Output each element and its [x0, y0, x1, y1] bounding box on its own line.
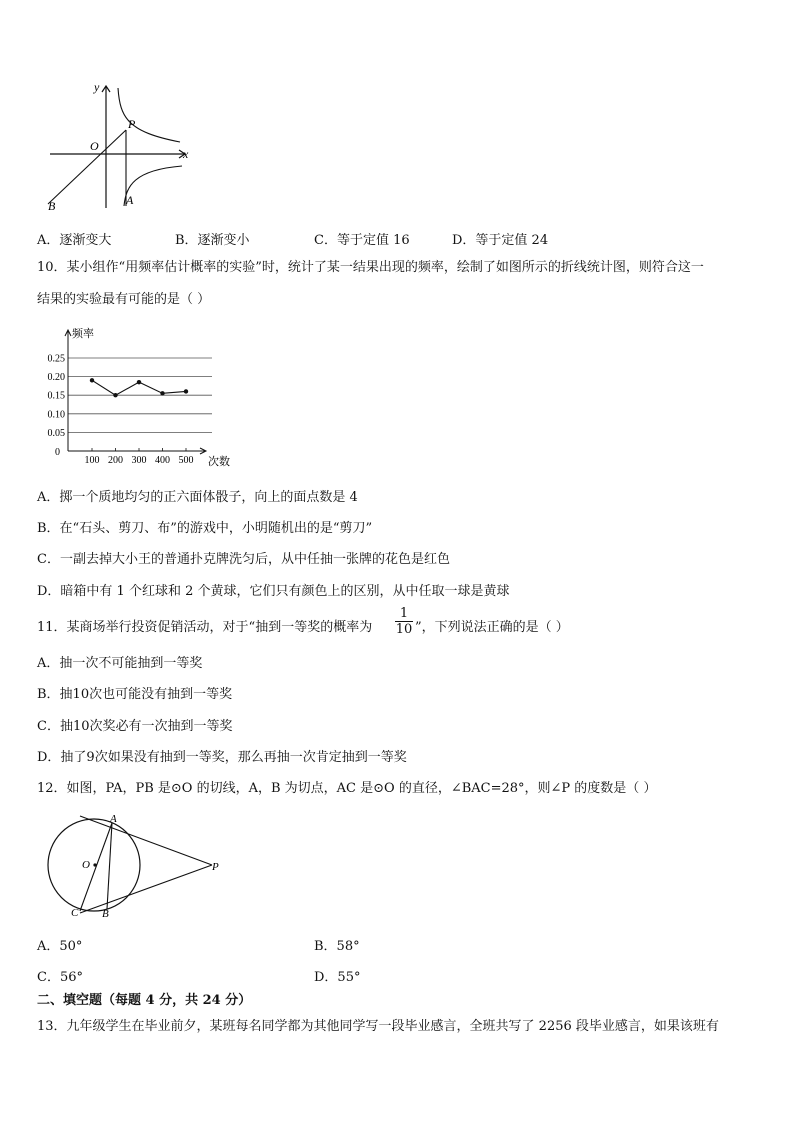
section-title-fill-blank: 二、填空题（每题 4 分，共 24 分）	[37, 993, 252, 1008]
hyperbola-figure	[40, 78, 200, 213]
chart-y-tick-label: 0.20	[47, 372, 65, 384]
chart-data-point	[137, 380, 141, 384]
q11-option-d: D．抽了9次如果没有抽到一等奖，那么再抽一次肯定抽到一等奖	[37, 750, 407, 765]
chart-data-point	[160, 391, 164, 395]
q9-option-d: D．等于定值 24	[452, 233, 549, 248]
chart-x-tick-label: 200	[108, 455, 123, 466]
label-A: A	[110, 813, 117, 825]
chart-data-point	[90, 378, 94, 382]
chart-y-tick-label: 0.15	[47, 390, 65, 402]
q12-stem: 12．如图，PA，PB 是⊙O 的切线，A，B 为切点，AC 是⊙O 的直径，∠BAC=28°，则∠P 的度数是（ ）	[37, 781, 657, 796]
label-A: A	[126, 193, 134, 207]
label-O: O	[82, 859, 90, 871]
q10-option-c: C．一副去掉大小王的普通扑克牌洗匀后，从中任抽一张牌的花色是红色	[37, 552, 450, 567]
center-dot	[93, 863, 96, 866]
q11-fraction-numerator: 1	[399, 606, 409, 621]
label-P: P	[212, 861, 219, 873]
chart-x-tick-label: 500	[178, 455, 194, 466]
q13-stem-line1: 13．九年级学生在毕业前夕，某班每名同学都为其他同学写一段毕业感言，全班共写了 2256 段毕业感言，如果该班有	[37, 1019, 719, 1034]
q10-option-d: D．暗箱中有 1 个红球和 2 个黄球，它们只有颜色上的区别，从中任取一球是黄球	[37, 584, 510, 599]
chart-x-label: 次数	[208, 456, 230, 468]
tangent-circle-figure	[44, 810, 234, 922]
q12-option-c: C．56°	[37, 970, 83, 985]
chart-y-tick-label: 0.25	[47, 353, 65, 365]
q11-option-b: B．抽10次也可能没有抽到一等奖	[37, 687, 233, 702]
frequency-line-chart	[36, 323, 246, 473]
label-P: P	[128, 117, 136, 131]
q12-option-d: D．55°	[314, 970, 361, 985]
line-BP	[48, 130, 126, 204]
q11-stem-before: 11．某商场举行投资促销活动，对于“抽到一等奖的概率为	[37, 620, 373, 635]
q12-option-b: B．58°	[314, 939, 360, 954]
chart-x-tick-label: 300	[131, 455, 147, 466]
q11-fraction	[395, 606, 413, 637]
q9-option-c: C．等于定值 16	[314, 233, 410, 248]
hyperbola-branch-1	[118, 88, 180, 142]
label-y: y	[94, 80, 100, 94]
label-B: B	[102, 908, 109, 920]
q11-fraction-denominator: 10	[395, 622, 413, 637]
q10-option-b: B．在“石头、剪刀、布”的游戏中，小明随机出的是“剪刀”	[37, 521, 373, 536]
q9-option-b: B．逐渐变小	[175, 233, 250, 248]
tangent-PB	[80, 865, 212, 913]
label-C: C	[71, 907, 79, 919]
q11-stem-after: ”，下列说法正确的是（ ）	[415, 620, 569, 635]
q10-stem-line1: 10．某小组作“用频率估计概率的实验”时，统计了某一结果出现的频率，绘制了如图所示的折线统计图，则符合这一	[37, 260, 704, 275]
q10-stem-line2: 结果的实验最有可能的是（ ）	[37, 292, 211, 307]
chart-data-point	[113, 393, 117, 397]
label-x: x	[183, 147, 189, 161]
q11-option-c: C．抽10次奖必有一次抽到一等奖	[37, 719, 233, 734]
chart-data-point	[184, 389, 188, 393]
q10-option-a: A．掷一个质地均匀的正六面体骰子，向上的面点数是 4	[37, 490, 358, 505]
q12-option-a: A．50°	[37, 939, 83, 954]
q11-option-a: A．抽一次不可能抽到一等奖	[37, 656, 203, 671]
q9-option-a: A．逐渐变大	[37, 233, 112, 248]
chart-y-label: 频率	[72, 328, 94, 340]
label-B: B	[48, 199, 56, 213]
chart-x-tick-label: 100	[84, 455, 100, 466]
label-O: O	[90, 139, 99, 153]
chart-y-tick-label: 0.10	[47, 409, 65, 421]
chart-origin-label: 0	[55, 447, 60, 458]
chart-x-tick-label: 400	[155, 455, 170, 466]
chart-y-tick-label: 0.05	[47, 427, 65, 439]
